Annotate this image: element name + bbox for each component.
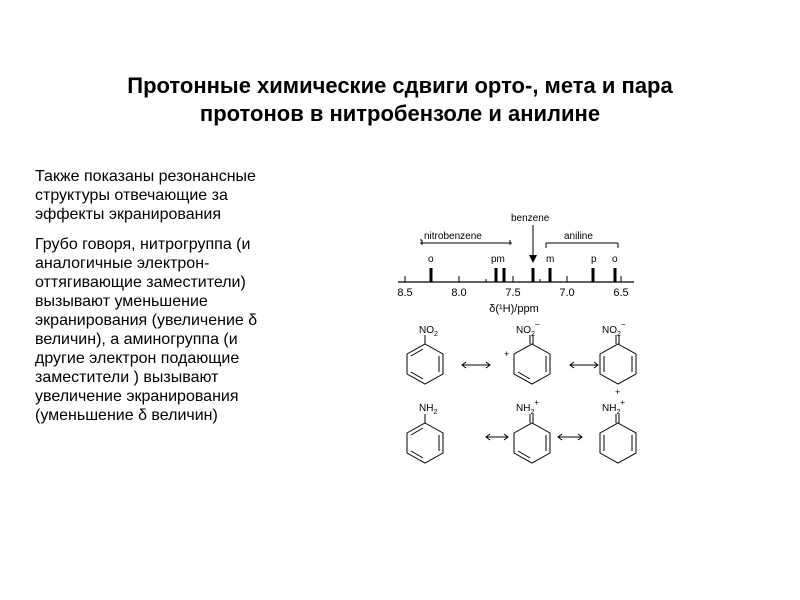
text-line: аналогичные электрон- xyxy=(35,255,210,272)
text-line: эффекты экранирования xyxy=(35,206,222,223)
peak-label-aniline-o: o xyxy=(612,254,618,265)
tick-label: 6.5 xyxy=(613,287,629,299)
paragraph-resonance xyxy=(35,167,320,224)
text-line: увеличение экранирования xyxy=(35,388,239,405)
nitro-group-label: $NO_2$ xyxy=(419,325,438,338)
aniline-label: aniline xyxy=(564,231,593,242)
aniline-resonance-1 xyxy=(514,414,550,463)
benzene-arrowhead xyxy=(529,255,537,263)
resonance-arrow-4 xyxy=(558,434,582,440)
nitrobenzene-label: nitrobenzene xyxy=(424,231,482,242)
resonance-arrow-1 xyxy=(462,362,490,368)
text-line: вызывают уменьшение xyxy=(35,293,208,310)
paragraph-shielding xyxy=(35,235,320,425)
tick-label: 8.5 xyxy=(397,287,413,299)
title-line-1: Протонные химические сдвиги орто-, мета и пара xyxy=(127,73,673,98)
slide-title xyxy=(40,72,760,128)
text-line: оттягивающие заместители) xyxy=(35,274,246,291)
resonance-arrow-3 xyxy=(486,434,508,440)
peak-label-aniline-m: m xyxy=(546,254,555,265)
text-line: Грубо говоря, нитрогруппа (и xyxy=(35,236,251,253)
text-line: другие электрон подающие xyxy=(35,350,240,367)
benzene-label: benzene xyxy=(511,213,550,224)
axis-ticks xyxy=(405,276,621,282)
aniline-structure xyxy=(407,414,443,463)
plus-charge: + xyxy=(615,387,621,397)
amino-group-label: $NH_2^+$ xyxy=(516,398,540,416)
description-text xyxy=(35,167,320,436)
axis-label: δ(¹H)/ppm xyxy=(489,303,539,315)
nitrobenzene-structure xyxy=(407,335,443,384)
amino-group-label: $NH_2^+$ xyxy=(602,398,626,416)
nitro-group-label: $NO_2^-$ xyxy=(602,320,626,338)
text-line: величин), а аминогруппа (и xyxy=(35,331,238,348)
peak-label-aniline-p: p xyxy=(591,254,597,265)
nitro-group-label: $NO_2^-$ xyxy=(516,320,540,338)
resonance-arrow-2 xyxy=(570,362,598,368)
amino-group-label: $NH_2$ xyxy=(419,403,438,416)
aniline-bracket-ends xyxy=(546,243,618,248)
text-line: структуры отвечающие за xyxy=(35,187,228,204)
nitro-resonance-2 xyxy=(600,335,636,384)
nitro-resonance-1 xyxy=(514,335,550,384)
plus-charge: + xyxy=(504,349,510,359)
nmr-figure xyxy=(388,205,748,495)
text-line: экранирования (увеличение δ xyxy=(35,312,258,329)
text-line: Также показаны резонансные xyxy=(35,168,256,185)
peak-label-nitro-o: o xyxy=(428,254,434,265)
peak-label-nitro-pm: pm xyxy=(491,254,505,265)
tick-label: 7.5 xyxy=(505,287,521,299)
title-line-2: протонов в нитробензоле и анилине xyxy=(199,101,601,126)
tick-label: 7.0 xyxy=(559,287,575,299)
text-line: заместители ) вызывают xyxy=(35,369,219,386)
aniline-resonance-2 xyxy=(600,414,636,463)
text-line: (уменьшение δ величин) xyxy=(35,407,218,424)
tick-label: 8.0 xyxy=(451,287,467,299)
nmr-figure-svg xyxy=(388,205,748,495)
